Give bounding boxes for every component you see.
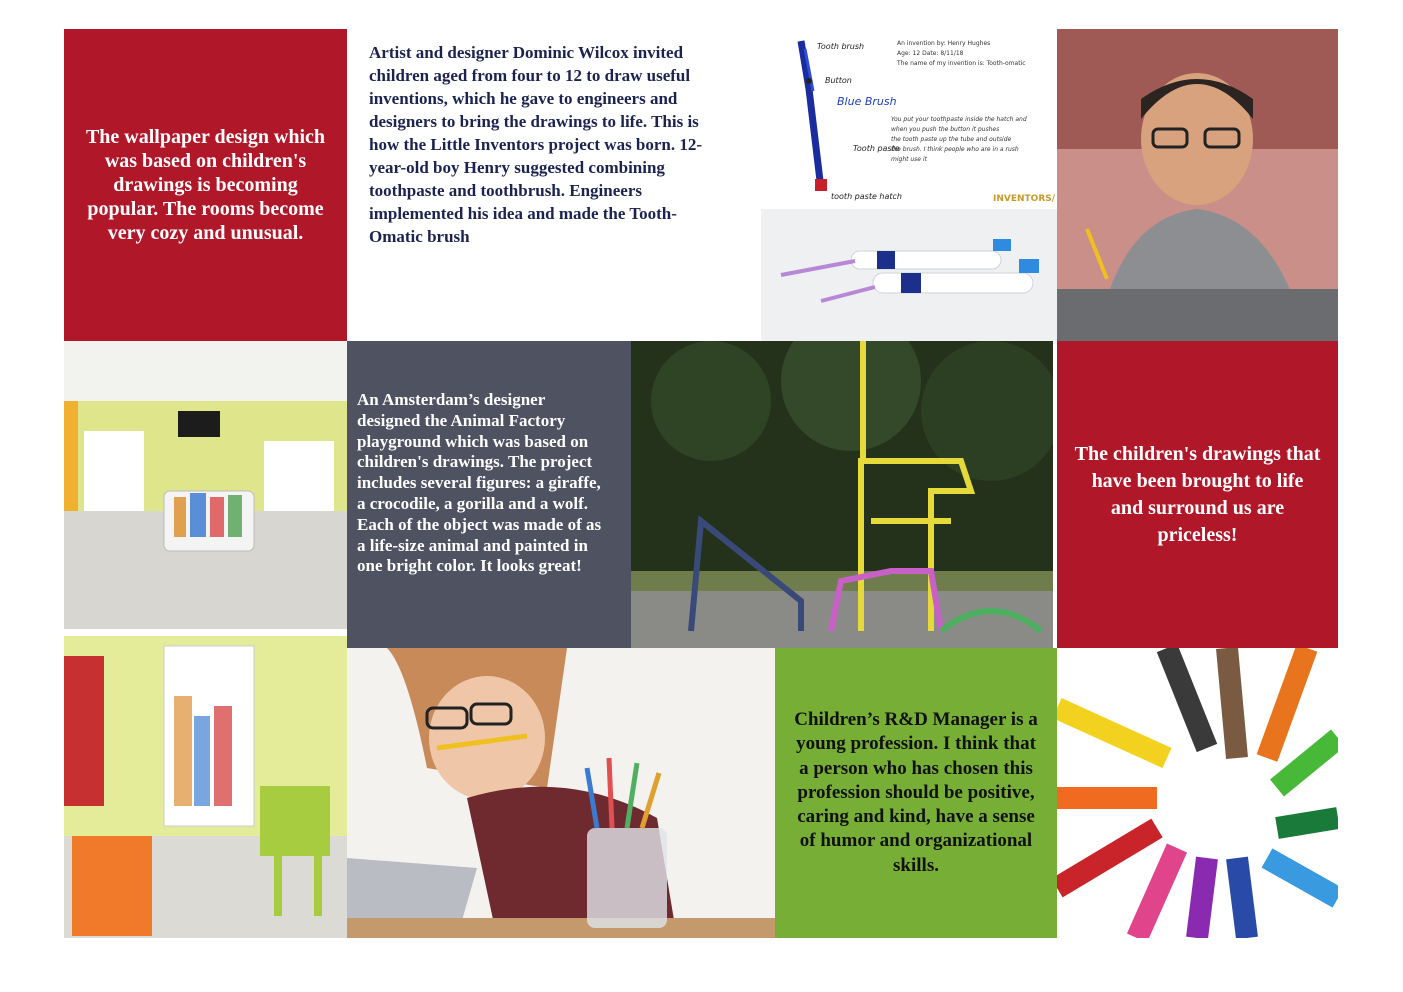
- wallpaper-text: The wallpaper design which was based on children's drawings is becoming popular. The rooms become very cozy and unusual.: [85, 126, 326, 244]
- hall-photo-1-svg: [64, 341, 347, 629]
- sketch-note-1: You put your toothpaste inside the hatch and: [891, 116, 1027, 123]
- sketch-form-line-3: The name of my invention is: Tooth-omatic: [897, 60, 1026, 67]
- playground-photo-svg: [631, 341, 1053, 648]
- invention-sketch-svg: [761, 29, 1057, 209]
- inventors-brand-label: INVENTORS/: [993, 194, 1056, 204]
- priceless-text: The children's drawings that have been brought to life and surround us are priceless!: [1074, 442, 1321, 546]
- amsterdam-text: An Amsterdam’s designer designed the Animal Factory playground which was based on children's drawings. The project includes several figures: a giraffe, a crocodile, a gorilla and a wolf. Each of the object was made of as a life-size animal and painted in one bright color. It looks great!: [357, 390, 602, 576]
- sketch-note-5: might use it: [891, 156, 927, 163]
- priceless-tile: [1057, 341, 1338, 648]
- sketch-label-2: Blue Brush: [837, 95, 897, 108]
- boy-photo: [1057, 29, 1338, 341]
- wilcox-text-tile: [347, 29, 761, 341]
- sketch-hatch-shape: [815, 179, 827, 191]
- hall-photo-2: [64, 636, 347, 938]
- sketch-label-3: Button: [825, 76, 852, 85]
- sketch-note-2: when you push the button it pushes: [891, 126, 1000, 133]
- toothbrush-svg: [761, 209, 1057, 341]
- manager-text: Children’s R&D Manager is a young profession. I think that a person who has chosen this profession should be positive, caring and kind, have a sense of humor and organizational skills.: [794, 708, 1038, 876]
- sketch-button-dot: [806, 78, 812, 84]
- pencils-photo-svg: [1057, 648, 1338, 938]
- amsterdam-text-tile: [347, 341, 631, 648]
- sketch-note-3: the tooth paste up the tube and outside: [891, 136, 1012, 143]
- invention-sketch: [761, 29, 1057, 209]
- hall-photo-2-svg: [64, 636, 347, 938]
- sketch-form-line-2: Age: 12 Date: 8/11/18: [897, 50, 964, 57]
- woman-photo-svg: [347, 648, 775, 938]
- playground-photo: [631, 341, 1053, 648]
- toothbrush-1: [781, 239, 1011, 275]
- sketch-form-line-1: An invention by: Henry Hughes: [897, 40, 991, 47]
- sketch-label-1: Tooth brush: [817, 42, 865, 51]
- hall-photo-1: [64, 341, 347, 629]
- woman-photo: [347, 648, 775, 938]
- toothbrush-photo: [761, 209, 1057, 341]
- boy-photo-svg: [1057, 29, 1338, 341]
- sketch-note-4: the brush. I think people who are in a rush: [891, 146, 1019, 153]
- wilcox-text: Artist and designer Dominic Wilcox invited children aged from four to 12 to draw useful inventions, which he gave to engineers and designers to bring the drawings to life. This is how the Little Inventors project was born. 12-year-old boy Henry suggested combining toothpaste and toothbrush. Engineers implemented his idea and made the Tooth-Omatic brush: [369, 43, 703, 246]
- sketch-brush-shape: [801, 41, 821, 189]
- sketch-label-4: Tooth paste: [853, 144, 900, 153]
- wallpaper-tile: [64, 29, 347, 341]
- sketch-label-5: tooth paste hatch: [831, 192, 903, 201]
- pencils-photo: [1057, 648, 1338, 938]
- manager-tile: [775, 648, 1057, 938]
